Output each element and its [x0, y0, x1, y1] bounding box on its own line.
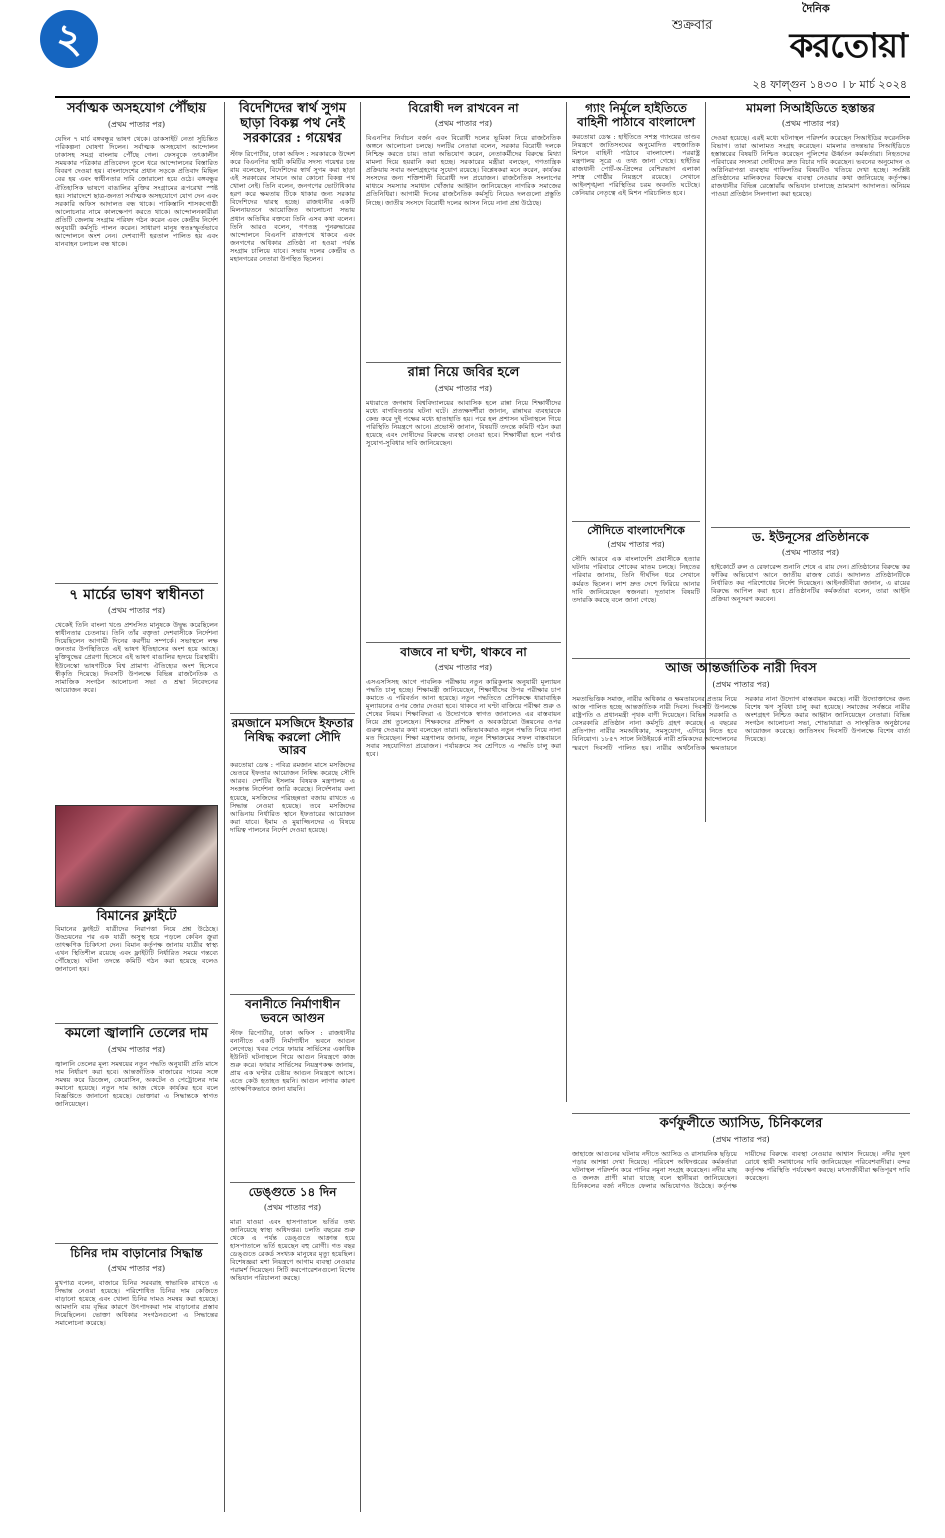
continuation-note: (প্রথম পাতার পর) — [434, 662, 493, 672]
continuation-note: (প্রথম পাতার পর) — [434, 118, 493, 128]
story-divider — [572, 1113, 910, 1114]
continuation-note: (প্রথম পাতার পর) — [781, 118, 840, 128]
header-rule — [55, 96, 910, 98]
continuation-note: (প্রথম পাতার পর) — [107, 606, 166, 616]
continuation-note: (প্রথম পাতার পর) — [712, 679, 770, 689]
issue-day: শুক্রবার — [672, 18, 713, 33]
headline: রমজানে মসজিদে ইফতার নিষিদ্ধ করলো সৌদি আরব — [231, 715, 354, 758]
continuation-note: (প্রথম পাতার পর) — [434, 383, 493, 393]
headline: সৌদিতে বাংলাদেশিকে — [587, 523, 685, 537]
column-1 — [55, 102, 218, 1369]
story-divider — [55, 1243, 218, 1244]
continuation-note: (প্রথম পাতার পর) — [107, 1044, 166, 1054]
continuation-note: (প্রথম পাতার পর) — [607, 540, 665, 550]
article-body: জ্বালানি তেলের মূল্য সমন্বয়ের নতুন পদ্ধতি অনুযায়ী প্রতি মাসে দাম নির্ধারণ করা হবে। আন্তর্জাতিক বাজারের দামের সঙ্গে সমন্বয় করে ডিজেল, কেরোসিন, অকটেন ও পেট্রোলের দাম কমানো হয়েছে। নতুন দাম আজ থেকে কার্যকর হবে বলে বিজ্ঞপ্তিতে জানানো হয়েছে। ভোক্তারা এ সিদ্ধান্তকে স্বাগত জানিয়েছেন। — [55, 1059, 218, 1109]
article-body: স্টাফ রিপোর্টার, ঢাকা অফিস : সরকারকে উদ্দেশ করে বিএনপির স্থায়ী কমিটির সদস্য গয়েশ্বর চন্দ্র রায় বলেছেন, বিদেশিদের স্বার্থ সুগম করা ছাড়া এই সরকারের সামনে আর কোনো বিকল্প পথ খোলা নেই। তিনি বলেন, জনগণের ভোটাধিকার হরণ করে ক্ষমতায় টিকে থাকার জন্য সরকার বিদেশিদের দ্বারস্থ হচ্ছে। রাজধানীর একটি মিলনায়তনে আয়োজিত আলোচনা সভায় প্রধান অতিথির বক্তব্যে তিনি এসব কথা বলেন। তিনি আরও বলেন, গণতন্ত্র পুনরুদ্ধারের আন্দোলনে বিএনপি রাজপথে থাকবে এবং জনগণের অধিকার প্রতিষ্ঠা না হওয়া পর্যন্ত সংগ্রাম চালিয়ে যাবে। সভায় দলের কেন্দ্রীয় ও মহানগরের নেতারা উপস্থিত ছিলেন। — [230, 149, 355, 264]
karnaphuli-story — [572, 1110, 910, 1520]
article-body: স্টাফ রিপোর্টার, ঢাকা অফিস : রাজধানীর বনানীতে একটি নির্মাণাধীন ভবনে আগুন লেগেছে। খবর পেয়ে ফায়ার সার্ভিসের একাধিক ইউনিট ঘটনাস্থলে গিয়ে আগুন নিয়ন্ত্রণে কাজ শুরু করে। ফায়ার সার্ভিসের নিয়ন্ত্রণকক্ষ জানায়, প্রায় এক ঘণ্টার চেষ্টায় আগুন নিয়ন্ত্রণে আসে। এতে কেউ হতাহত হয়নি। আগুন লাগার কারণ তাৎক্ষণিকভাবে জানা যায়নি। — [230, 1028, 355, 1094]
article-body: করতোয়া ডেস্ক : হাইতিতে সশস্ত্র গ্যাংয়ের তাণ্ডব নিয়ন্ত্রণে জাতিসংঘের অনুমোদিত বহুজাতিক মিশনে বাহিনী পাঠাবে বাংলাদেশ। পররাষ্ট্র মন্ত্রণালয় সূত্রে এ তথ্য জানা গেছে। হাইতির রাজধানী পোর্ট-অ-প্রিন্সের বেশিরভাগ এলাকা সশস্ত্র গোষ্ঠীর নিয়ন্ত্রণে রয়েছে। সেখানে আইনশৃঙ্খলা পরিস্থিতির চরম অবনতি ঘটেছে। কেনিয়ার নেতৃত্বে এই মিশন পরিচালিত হবে। — [572, 132, 700, 198]
headline: ড. ইউনূসের প্রতিষ্ঠানকে — [752, 529, 869, 544]
headline: কর্ণফুলীতে অ্যাসিড, চিনিকলের — [659, 1116, 823, 1131]
headline: বিরোধী দল রাখবেন না — [408, 101, 519, 115]
column-divider — [566, 102, 567, 1102]
headline: ডেঙ্গুতে ১৪ দিন — [248, 1184, 337, 1199]
article-body: এসএসসিসহ আগে পাবলিক পরীক্ষায় নতুন কারিকুলাম অনুযায়ী মূল্যায়ন পদ্ধতি চালু হচ্ছে। শিক্ষামন্ত্রী জানিয়েছেন, শিক্ষার্থীদের উপর পরীক্ষার চাপ কমাতে এ পরিবর্তন আনা হয়েছে। নতুন পদ্ধতিতে শ্রেণিকক্ষে ধারাবাহিক মূল্যায়নের ওপর জোর দেওয়া হবে। থাকবে না ঘণ্টা বাজিয়ে পরীক্ষা শুরু ও শেষের নিয়ম। শিক্ষাবিদরা এ উদ্যোগকে স্বাগত জানালেও এর বাস্তবায়ন নিয়ে প্রশ্ন তুলেছেন। শিক্ষকদের প্রশিক্ষণ ও অবকাঠামো উন্নয়নের ওপর গুরুত্ব দেওয়ার কথা বলেছেন তারা। অভিভাবকরাও নতুন পদ্ধতি নিয়ে নানা মত দিয়েছেন। শিক্ষা মন্ত্রণালয় জানায়, নতুন শিক্ষাক্রমের সফল বাস্তবায়নে সবার সহযোগিতা প্রয়োজন। পর্যায়ক্রমে সব শ্রেণিতে এ পদ্ধতি চালু করা হবে। — [366, 677, 561, 759]
continuation-note: (প্রথম পাতার পর) — [107, 1263, 166, 1273]
article-body: যেদিন ৭ মার্চ বঙ্গবন্ধুর ভাষণ থেকে। ডাকসাইট নেতা সুচিন্তিত পরিকল্পনা ঘোষণা দিলেন। সর্বাত্মক অসহযোগ আন্দোলন ঢাকাসহ সমগ্র বাংলায় পৌঁছে গেল। ফেসবুকে তৎকালীন সময়কার পত্রিকার প্রতিবেদন তুলে ধরে আন্দোলনের বিস্তারিত বিবরণ দেওয়া হয়। বাংলাদেশের প্রধান সড়কে প্রতিবাদ মিছিল বের হয় এবং স্বাধীনতার দাবি জোরালো হয়ে ওঠে। বঙ্গবন্ধুর ঐতিহাসিক ভাষণে বাঙালির মুক্তির সংগ্রামের রূপরেখা স্পষ্ট হয়। সারাদেশে ছাত্র-জনতা সর্বাত্মক অসহযোগে যোগ দেন এবং সরকারি অফিস আদালত বন্ধ থাকে। পাকিস্তানি শাসকগোষ্ঠী আলোচনার নামে কালক্ষেপণ করতে থাকে। আন্দোলনকারীরা প্রতিটি জেলায় সংগ্রাম পরিষদ গঠন করেন এবং কেন্দ্রীয় নির্দেশ অনুযায়ী কর্মসূচি পালন করেন। সাধারণ মানুষ স্বতঃস্ফূর্তভাবে আন্দোলনে অংশ নেন। দেশব্যাপী হরতাল পালিত হয় এবং যানবাহন চলাচল বন্ধ থাকে। — [55, 134, 218, 249]
headline: সর্বাত্মক অসহযোগ পৌঁছায় — [66, 101, 207, 116]
column-5 — [711, 102, 910, 743]
headline: কমলো জ্বালানি তেলের দাম — [65, 1025, 208, 1041]
logo-wordmark: করতোয়া — [789, 26, 907, 66]
headline: ৭ মার্চের ভাষণ স্বাধীনতা — [69, 586, 204, 603]
issue-date: ২৪ ফাল্গুন ১৪৩০ । ৮ মার্চ ২০২৪ — [752, 78, 907, 91]
article-body: বিএনপির নির্বাচন বর্জন এবং বিরোধী দলের ভূমিকা নিয়ে রাজনৈতিক অঙ্গনে আলোচনা চলছে। দলটির নেতারা বলেন, সরকার বিরোধী দলকে নিশ্চিহ্ন করতে চায়। তারা অভিযোগ করেন, নেতাকর্মীদের বিরুদ্ধে মিথ্যা মামলা দিয়ে হয়রানি করা হচ্ছে। সরকারের মন্ত্রীরা বলছেন, গণতান্ত্রিক প্রক্রিয়ায় সবার অংশগ্রহণের সুযোগ রয়েছে। বিশ্লেষকরা মনে করেন, কার্যকর সংসদের জন্য শক্তিশালী বিরোধী দল প্রয়োজন। রাজনৈতিক সংলাপের মাধ্যমে সমস্যার সমাধান খোঁজার আহ্বান জানিয়েছেন নাগরিক সমাজের প্রতিনিধিরা। আগামী দিনের রাজনৈতিক কর্মসূচি নিয়েও দলগুলো প্রস্তুতি নিচ্ছে। জাতীয় সংসদে বিরোধী দলের আসন নিয়ে নানা প্রশ্ন উঠেছে। — [366, 133, 561, 207]
headline: মামলা সিআইডিতে হস্তান্তর — [746, 101, 875, 115]
article-body: মধ্যরাতে জগন্নাথ বিশ্ববিদ্যালয়ের আবাসিক হলে রান্না নিয়ে শিক্ষার্থীদের মধ্যে বাগবিতণ্ডার ঘটনা ঘটে। প্রত্যক্ষদর্শীরা জানান, রান্নাঘর ব্যবহারকে কেন্দ্র করে দুই পক্ষের মধ্যে হাতাহাতি হয়। পরে হল প্রশাসন ঘটনাস্থলে গিয়ে পরিস্থিতি নিয়ন্ত্রণে আনে। প্রভোস্ট জানান, বিষয়টি তদন্তে কমিটি গঠন করা হয়েছে এবং দোষীদের বিরুদ্ধে ব্যবস্থা নেওয়া হবে। শিক্ষার্থীরা হলে পর্যাপ্ত সুযোগ-সুবিধার দাবি জানিয়েছেন। — [366, 398, 561, 448]
headline: আজ আন্তর্জাতিক নারী দিবস — [665, 661, 817, 676]
headline: বনানীতে নির্মাণাধীন ভবনে আগুন — [245, 997, 340, 1025]
continuation-note: (প্রথম পাতার পর) — [712, 1134, 770, 1144]
column-3 — [366, 102, 561, 1538]
story-divider — [572, 658, 910, 659]
article-body: মারা যাওয়া এবং হাসপাতালে ভর্তির তথ্য জানিয়েছে স্বাস্থ্য অধিদপ্তর। চলতি বছরের শুরু থেকে এ পর্যন্ত ডেঙ্গুতে আক্রান্ত হয়ে হাসপাতালে ভর্তি হয়েছেন বহু রোগী। গত বছর ডেঙ্গুতে রেকর্ড সংখ্যক মানুষের মৃত্যু হয়েছিল। বিশেষজ্ঞরা মশা নিয়ন্ত্রণে আগাম ব্যবস্থা নেওয়ার পরামর্শ দিয়েছেন। সিটি করপোরেশনগুলো বিশেষ অভিযান পরিচালনা করছে। — [230, 1217, 355, 1283]
column-divider — [360, 102, 361, 1512]
continuation-note: (প্রথম পাতার পর) — [263, 1202, 322, 1212]
story-divider — [366, 362, 561, 363]
continuation-note: (প্রথম পাতার পর) — [107, 119, 166, 129]
headline: গ্যাং নির্মূলে হাইতিতে বাহিনী পাঠাবে বাংলাদেশ — [577, 101, 695, 129]
story-divider — [711, 527, 910, 528]
article-body: সমতাভিত্তিক সমাজ, নারীর অধিকার ও ক্ষমতায়নের প্রত্যয় নিয়ে আজ পালিত হচ্ছে আন্তর্জাতিক নারী দিবস। দিবসটি উপলক্ষে রাষ্ট্রপতি ও প্রধানমন্ত্রী পৃথক বাণী দিয়েছেন। বিভিন্ন সরকারি ও বেসরকারি প্রতিষ্ঠান নানা কর্মসূচি গ্রহণ করেছে। এ বছরের প্রতিপাদ্য নারীর সমঅধিকার, সমসুযোগ, এগিয়ে নিতে হবে বিনিয়োগ। ১৮৫৭ সালে নিউইয়র্কে নারী শ্রমিকদের আন্দোলনের স্মরণে দিবসটি পালিত হয়। নারীর অর্থনৈতিক ক্ষমতায়নে সরকার নানা উদ্যোগ বাস্তবায়ন করছে। নারী উদ্যোক্তাদের জন্য বিশেষ ঋণ সুবিধা চালু করা হয়েছে। সমাজের সর্বস্তরে নারীর অংশগ্রহণ নিশ্চিত করার আহ্বান জানিয়েছেন নেতারা। বিভিন্ন সংগঠন আলোচনা সভা, শোভাযাত্রা ও সাংস্কৃতিক অনুষ্ঠানের আয়োজন করেছে। জাতিসংঘ দিবসটি উপলক্ষে বিশেষ বার্তা দিয়েছে। — [572, 694, 910, 752]
column-divider — [224, 102, 225, 1512]
story-divider — [230, 1182, 355, 1183]
article-body: দেওয়া হয়েছে। এরই মধ্যে ঘটনাস্থল পরিদর্শন করেছেন সিআইডির ফরেনসিক বিভাগ। তারা আলামত সংগ্রহ করেছেন। মামলার তদন্তভার সিআইডিতে হস্তান্তরের বিষয়টি নিশ্চিত করেছেন পুলিশের ঊর্ধ্বতন কর্মকর্তারা। নিহতদের পরিবারের সদস্যরা দোষীদের দ্রুত বিচার দাবি করেছেন। ভবনের অনুমোদন ও অগ্নিনিরাপত্তা ব্যবস্থায় গাফিলতির বিষয়টিও খতিয়ে দেখা হচ্ছে। সংশ্লিষ্ট প্রতিষ্ঠানের মালিকদের বিরুদ্ধে ব্যবস্থা নেওয়ার কথা জানিয়েছে কর্তৃপক্ষ। রাজধানীর বিভিন্ন রেস্তোরাঁয় অভিযান চালাচ্ছে ভ্রাম্যমাণ আদালত। অনিয়ম পাওয়া প্রতিষ্ঠান সিলগালা করা হয়েছে। — [711, 133, 910, 199]
story-divider — [366, 642, 561, 643]
logo-tagline: দৈনিক — [802, 2, 830, 15]
article-body: করতোয়া ডেস্ক : পবিত্র রমজান মাসে মসজিদের ভেতরে ইফতার আয়োজন নিষিদ্ধ করেছে সৌদি আরব। দেশটির ইসলাম বিষয়ক মন্ত্রণালয় এ সংক্রান্ত নির্দেশনা জারি করেছে। নির্দেশনায় বলা হয়েছে, মসজিদের পরিচ্ছন্নতা বজায় রাখতে এ সিদ্ধান্ত নেওয়া হয়েছে। তবে মসজিদের আঙিনায় নির্ধারিত স্থানে ইফতারের আয়োজন করা যাবে। ইমাম ও মুয়াজ্জিনদের এ বিষয়ে দায়িত্ব পালনের নির্দেশ দেওয়া হয়েছে। — [230, 761, 355, 834]
article-body: মুখপাত্র বলেন, বাজারে চিনির সরবরাহ স্বাভাবিক রাখতে এ সিদ্ধান্ত নেওয়া হয়েছে। পরিশোধিত চিনির দাম কেজিতে বাড়ানো হয়েছে এবং খোলা চিনির দামও সমন্বয় করা হয়েছে। আমদানি ব্যয় বৃদ্ধির কারণে উৎপাদকরা দাম বাড়ানোর প্রস্তাব দিয়েছিলেন। ভোক্তা অধিকার সংগঠনগুলো এ সিদ্ধান্তের সমালোচনা করেছে। — [55, 1278, 218, 1328]
newspaper-logo — [737, 12, 907, 64]
continuation-note: (প্রথম পাতার পর) — [781, 547, 840, 557]
nari-dibos-story — [572, 655, 910, 1075]
article-body: থেকেই তিনি বাংলা খণ্ডে প্রশংসিত মানুষকে উদ্বুদ্ধ করেছিলেন স্বাধীনতার চেতনায়। তিনি তাঁর বক্তৃতা দেশবাসীকে নির্দেশনা দিয়েছিলেন আগামী দিনের করণীয় সম্পর্কে। সভাস্থলে লক্ষ জনতার উপস্থিতিতে এই ভাষণ ইতিহাসের অংশ হয়ে আছে। মুক্তিযুদ্ধের প্রেরণা হিসেবে এই ভাষণ বাঙালির হৃদয়ে চিরস্থায়ী। ইউনেস্কো ভাষণটিকে বিশ্ব প্রামাণ্য ঐতিহ্যের অংশ হিসেবে স্বীকৃতি দিয়েছে। দিবসটি উপলক্ষে বিভিন্ন রাজনৈতিক ও সামাজিক সংগঠন আলোচনা সভা ও শ্রদ্ধা নিবেদনের আয়োজন করে। — [55, 621, 218, 694]
article-body: বিমানের ফ্লাইটে যাত্রীদের নিরাপত্তা নিয়ে প্রশ্ন উঠেছে। উড্ডয়নের পর এক যাত্রী অসুস্থ হয়ে পড়লে কেবিন ক্রুরা তাৎক্ষণিক চিকিৎসা দেন। বিমান কর্তৃপক্ষ জানায় যাত্রীর স্বাস্থ্য এখন স্থিতিশীল রয়েছে এবং ফ্লাইটটি নির্ধারিত সময়ে গন্তব্যে পৌঁছেছে। ঘটনা তদন্তে কমিটি গঠন করা হয়েছে বলেও জানানো হয়। — [55, 924, 218, 974]
headline: বাজবে না ঘণ্টা, থাকবে না — [400, 644, 527, 659]
column-2 — [230, 102, 355, 1428]
article-body: হাইকোর্টে রুল ও রেফারেন্স শুনানি শেষে এ রায় দেন। প্রতিষ্ঠানের বিরুদ্ধে কর ফাঁকির অভিযোগ আনে জাতীয় রাজস্ব বোর্ড। আদালত প্রতিষ্ঠানটিকে নির্ধারিত কর পরিশোধের নির্দেশ দিয়েছেন। আইনজীবীরা জানান, এ রায়ের বিরুদ্ধে আপিল করা হবে। প্রতিষ্ঠানটির কর্মকর্তারা বলেন, তারা আইনি প্রক্রিয়া অনুসরণ করবেন। — [711, 562, 910, 603]
headline: বিমানের ফ্লাইটে — [96, 909, 177, 925]
story-divider — [572, 521, 700, 522]
story-divider — [55, 583, 218, 584]
story-divider — [230, 994, 355, 995]
story-divider — [230, 713, 355, 714]
story-divider — [55, 1023, 218, 1024]
headline: চিনির দাম বাড়ানোর সিদ্ধান্ত — [70, 1245, 203, 1260]
headline: বিদেশিদের স্বার্থ সুগম ছাড়া বিকল্প পথ নেই সরকারের : গয়েশ্বর — [238, 101, 347, 146]
article-body: জাহাজে আগুনের ঘটনায় নদীতে অ্যাসিড ও রাসায়নিক ছড়িয়ে পড়ার আশঙ্কা দেখা দিয়েছে। পরিবেশ অধিদপ্তরের কর্মকর্তারা ঘটনাস্থল পরিদর্শন করে পানির নমুনা সংগ্রহ করেছেন। নদীর মাছ ও জলজ প্রাণী মারা যাচ্ছে বলে স্থানীয়রা জানিয়েছেন। চিনিকলের বর্জ্য নদীতে ফেলার অভিযোগও উঠেছে। কর্তৃপক্ষ দায়ীদের বিরুদ্ধে ব্যবস্থা নেওয়ার আশ্বাস দিয়েছে। নদীর দূষণ রোধে স্থায়ী সমাধানের দাবি জানিয়েছেন পরিবেশবাদীরা। বন্দর কর্তৃপক্ষ পরিস্থিতি পর্যবেক্ষণ করছে। মৎস্যজীবীরা ক্ষতিপূরণ দাবি করেছেন। — [572, 1149, 910, 1191]
masthead — [0, 0, 945, 110]
news-photo — [55, 805, 218, 907]
page-number-badge: ২ — [40, 10, 98, 68]
headline: রান্না নিয়ে জবির হলে — [407, 364, 520, 380]
article-body: সৌদি আরবে এক বাংলাদেশি প্রবাসীকে হত্যার ঘটনায় পরিবারে শোকের মাতম চলছে। নিহতের পরিবার জানায়, তিনি দীর্ঘদিন ধরে সেখানে কর্মরত ছিলেন। লাশ দ্রুত দেশে ফিরিয়ে আনার দাবি জানিয়েছেন স্বজনরা। দূতাবাস বিষয়টি তদারকি করছে বলে জানা গেছে। — [572, 555, 700, 604]
